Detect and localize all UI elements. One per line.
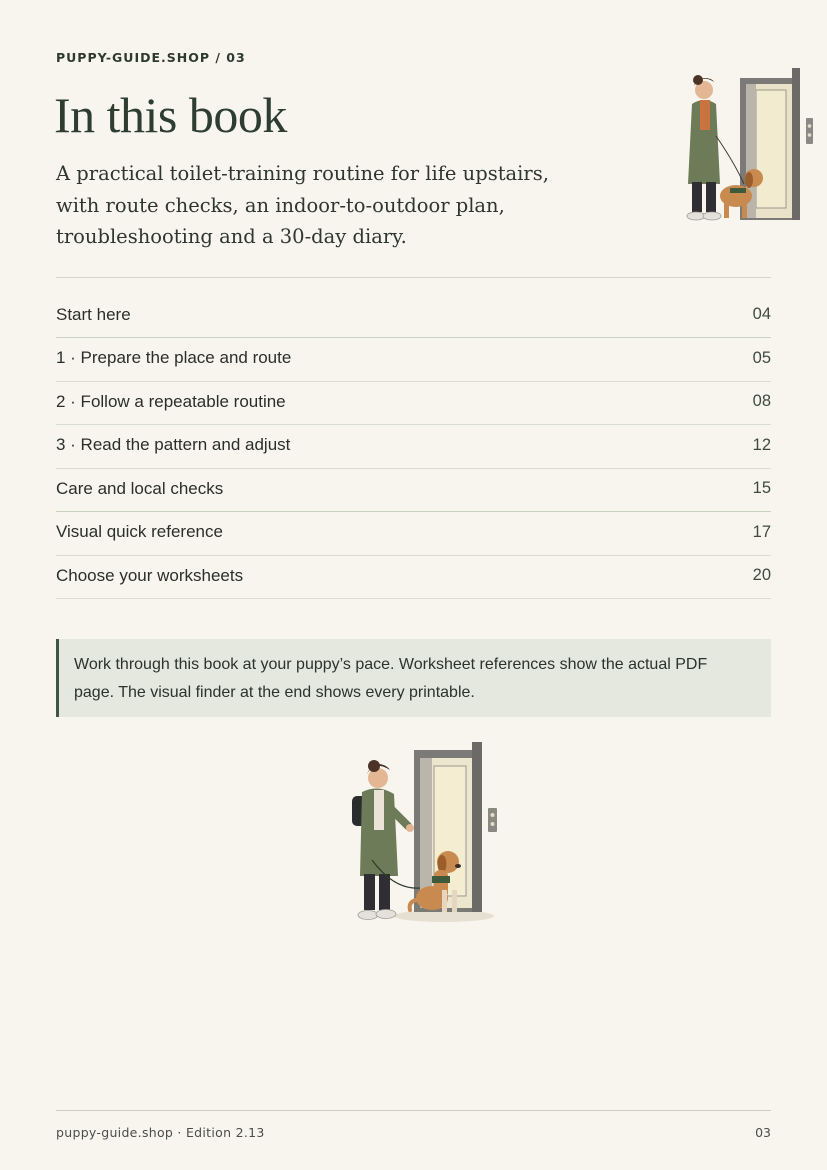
footer-page-number: 03: [755, 1125, 771, 1140]
toc-label: 3 · Read the pattern and adjust: [56, 435, 291, 455]
toc-label: 1 · Prepare the place and route: [56, 348, 292, 368]
toc-page-number: 20: [752, 566, 771, 585]
toc-page-number: 15: [752, 479, 771, 498]
toc-label: Care and local checks: [56, 478, 224, 498]
page-kicker: PUPPY-GUIDE.SHOP / 03: [56, 50, 246, 65]
woman-with-backpack-and-puppy-at-elevator-illustration: [334, 740, 504, 930]
toc-label: Start here: [56, 304, 131, 324]
toc-label: Choose your worksheets: [56, 565, 244, 585]
woman-with-puppy-at-elevator-illustration: [616, 66, 816, 228]
section-divider: [56, 277, 771, 278]
toc-page-number: 12: [752, 435, 771, 454]
table-of-contents: [56, 294, 771, 599]
toc-page-number: 08: [752, 392, 771, 411]
toc-page-number: 17: [752, 522, 771, 541]
toc-page-number: 04: [752, 305, 771, 323]
intro-paragraph: A practical toilet-training routine for life upstairs, with route checks, an indoor-to-outdoor plan, troubleshooting and a 30-day diary.: [56, 162, 549, 248]
footer-edition: puppy-guide.shop · Edition 2.13: [56, 1125, 265, 1140]
footer-divider: [56, 1110, 771, 1111]
toc-row[interactable]: [56, 512, 771, 556]
toc-label: Visual quick reference: [56, 522, 223, 542]
toc-row[interactable]: [56, 425, 771, 469]
toc-row[interactable]: [56, 294, 771, 338]
toc-page-number: 05: [752, 348, 771, 367]
info-callout: Work through this book at your puppy’s pace. Worksheet references show the actual PDF page. The visual finder at the end shows every printable.: [56, 639, 771, 717]
toc-row[interactable]: [56, 382, 771, 426]
toc-row[interactable]: [56, 338, 771, 382]
page-title: In this book: [54, 87, 287, 143]
page: [56, 0, 771, 1170]
toc-row[interactable]: [56, 469, 771, 513]
toc-row[interactable]: [56, 556, 771, 600]
toc-label: 2 · Follow a repeatable routine: [56, 391, 286, 411]
